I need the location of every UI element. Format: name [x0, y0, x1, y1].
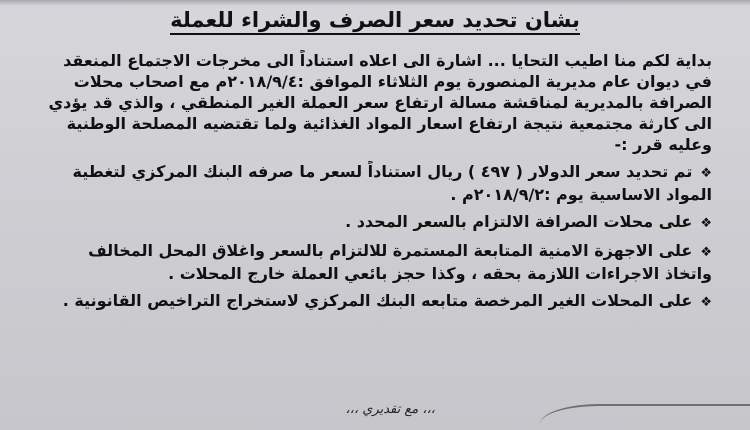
decision-item-text: على المحلات الغير المرخصة متابعه البنك المركزي لاستخراج التراخيص القانونية . [62, 291, 693, 310]
decision-item [22, 240, 712, 263]
intro-line: الصرافة بالمديرية لمناقشة مسالة ارتفاع سعر العملة الغير المنطقي ، والذي قد يؤدي [48, 93, 712, 112]
decision-heading: وعليه قرر :- [614, 135, 712, 154]
decision-item-text: على محلات الصرافة الالتزام بالسعر المحدد . [345, 212, 693, 231]
decision-item-text: على الاجهزة الامنية المتابعة المستمرة للالتزام بالسعر واغلاق المحل المخالف [88, 241, 693, 260]
diamond-bullet-icon: ❖ [700, 216, 712, 231]
decision-item [22, 161, 712, 184]
page-shadow [0, 0, 750, 6]
signature-stroke [540, 404, 750, 430]
decision-item-continuation: واتخاذ الاجراءات اللازمة بحقه ، وكذا حجز بائعي العملة خارج المحلات . [168, 264, 712, 283]
decision-item-text: تم تحديد سعر الدولار ( ٤٩٧ ) ريال استناداً لسعر ما صرفه البنك المركزي لتغطية [72, 162, 693, 181]
decision-item [22, 211, 712, 234]
document-title [0, 8, 750, 32]
signoff-text: ،،، مع تقديري ،،، [345, 402, 435, 417]
document-title-text: بشان تحديد سعر الصرف والشراء للعملة [170, 8, 580, 35]
diamond-bullet-icon: ❖ [700, 166, 712, 181]
document-body [22, 50, 712, 313]
intro-line: بداية لكم منا اطيب التحايا ... اشارة الى اعلاه استناداً الى مخرجات الاجتماع المنعقد [63, 51, 712, 70]
intro-line: الى كارثة مجتمعية نتيجة ارتفاع اسعار المواد الغذائية ولما تقتضيه المصلحة الوطنية [66, 114, 712, 133]
diamond-bullet-icon: ❖ [700, 295, 712, 310]
diamond-bullet-icon: ❖ [700, 245, 712, 260]
intro-line: في ديوان عام مديرية المنصورة يوم الثلاثاء الموافق :٢٠١٨/٩/٤م مع اصحاب محلات [73, 72, 712, 91]
decision-item [22, 290, 712, 313]
decision-item-continuation: المواد الاساسية يوم :٢٠١٨/٩/٢م . [450, 185, 712, 204]
